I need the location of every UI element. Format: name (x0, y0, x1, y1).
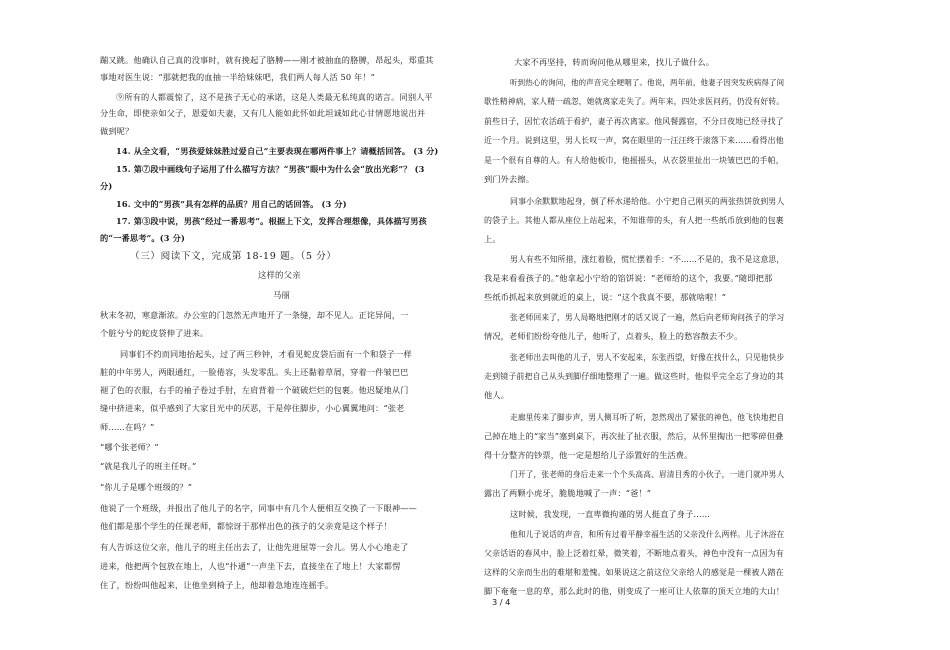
page-number: 3 / 4 (492, 597, 511, 607)
text-line: 己掉在地上的“家当”塞到桌下，再次扯了扯衣服，然后，从怀里掏出一把零碎但叠 (484, 431, 784, 441)
text-line: 大家不再坚持，转而询问他从哪里来，找儿子做什么。 (514, 57, 715, 67)
question-17: 17. 第③段中说，男孩“经过一番思考”。根据上下文，发挥合理想像，具体描写男孩 (116, 216, 427, 226)
text-line: 露出了两颗小虎牙，脆脆地喊了一声：“爸！” (484, 488, 652, 498)
text-line: 住了，纷纷叫他起来，让他坐到椅子上，他却着急地连连摇手。 (100, 580, 334, 590)
question-16: 16. 文中的“男孩”具有怎样的品质？用自己的话回答。 (3 分) (116, 199, 347, 209)
text-line: 他人。 (484, 390, 510, 400)
question-15-score: 分) (100, 181, 113, 191)
question-14: 14. 从全文看，“男孩爱妹妹胜过爱自己”主要表现在哪两件事上？请概括回答。 (3 分) (116, 146, 439, 156)
text-line: 近一个月。说到这里，男人长叹一声，窝在眼里的一汪汪终于滚落下来……看得出他 (484, 136, 784, 145)
article-title: 这样的父亲 (258, 270, 301, 280)
question-15: 15. 第⑦段中画线句子运用了什么描写方法？“男孩”眼中为什么会“放出光彩”？ (3 (116, 164, 425, 174)
text-line: 走廊里传来了脚步声，男人侧耳听了听，忽然现出了紧张的神色，他飞快地把自 (510, 413, 785, 422)
text-line: 男人有些不知所措，涨红着脸，慌忙摆着手：“不……不是的，我不是这意思， (510, 255, 785, 264)
text-line: 进来，他把两个包放在地上，人也“扑通”一声坐下去，直接坐在了地上！大家都愣 (100, 561, 401, 571)
text-line: 褪了色的衣服，右手的袖子卷过手肘，左肩背着一个破破烂烂的包裹。他迟疑地从门 (100, 385, 409, 395)
text-line: 门开了，张老师的身后走来一个个头高高、眉清目秀的小伙子，一进门就冲男人 (510, 470, 785, 479)
text-line: 他和儿子说话的声音，和所有过着平静幸福生活的父亲没什么两样。儿子沐浴在 (510, 530, 785, 539)
text-line: 事地对医生说：“那就把我的血抽一半给妹妹吧，我们两人每人活 50 年！” (100, 72, 376, 82)
text-line: 缝中挤进来，似乎感到了大家目光中的厌恶，于是停住脚步，小心翼翼地问：“张老 (100, 403, 405, 413)
text-line: 得十分整齐的钞票，他一定是想给儿子添置好的生活费。 (484, 450, 693, 460)
text-line: 走到镜子前把自己从头到脚仔细地整理了一遍。做这些时，他似乎完全忘了身边的其 (484, 372, 784, 381)
text-line: 脏的中年男人，两眼通红，一脸倦容，头发零乱。头上还黏着草屑，穿着一件皱巴巴 (100, 367, 409, 377)
text-line: 他说了一个班级，并报出了他儿子的名字，同事中有几个人便相互交换了一下眼神—— (100, 503, 417, 513)
text-line: 张老师回来了，男人局略地把刚才的话又说了一遍，然后向老师询问孩子的学习 (510, 313, 785, 322)
text-line: 前些日子，因忙农活疏于看护，妻子再次离家。他风餐露宿，不分日夜地已经寻找了 (484, 117, 784, 126)
text-line: 分生命，即使亲如父子，恩爱如夫妻，又有几人能如此怀如此坦诚如此心甘情愿地说出并 (100, 108, 426, 118)
text-line: 些纸币抓起来放到就近的桌上，说：“这个我真不要，那就啥啦！” (484, 292, 727, 302)
text-line: 是一个很有自尊的人。有人给他板巾，他摇摇头，从衣袋里扯出一块皱巴巴的手帕， (484, 156, 784, 165)
text-line: 我是来看看孩子的。”他拿起小宁给的馅饼说：“老师给的这个，我要。”随即把那 (484, 273, 773, 283)
text-line: 到门外去擦。 (484, 174, 535, 184)
dialogue-line: “就是我儿子的班主任呀。” (100, 461, 197, 471)
article-author: 马丽 (273, 290, 291, 300)
dialogue-line: “你儿子是哪个班级的？” (100, 482, 193, 492)
text-line: 情况，老师们纷纷夸他儿子，他听了，点着头，脸上的愁容散去不少。 (484, 331, 743, 341)
dialogue-line: “哪个张老师？” (100, 442, 159, 452)
text-line: 蹦又跳。他确认自己真的没事时，就有挽起了胳膊——刚才被抽血的胳膊，昂起头，郑重其 (100, 55, 434, 65)
text-line: 歇性精神病，家人精一疏忽，她就离家走失了。两年来，四处求医问药，仍没有好转。 (484, 97, 785, 106)
text-line: 同事们不约而同地抬起头，过了两三秒钟，才看见蛇皮袋后面有一个和袋子一样 (120, 349, 412, 359)
text-line: 张老师出去叫他的儿子，男人不安起来，东张西望，好像在找什么，只见他快步 (510, 353, 785, 362)
question-17-cont: 的“一番思考”。(3 分) (100, 233, 185, 243)
text-line: 有人告诉这位父亲，他儿子的班主任出去了，让他先进屋等一会儿。男人小心地走了 (100, 542, 409, 552)
section-heading: （三）阅读下文，完成第 18-19 题。（5 分） (130, 251, 337, 262)
text-line: 这样的父亲而生出的难堪和羞愧。如果说这之前这位父亲给人的感觉是一棵被人踏在 (484, 568, 784, 577)
text-line: 听到热心的询问，他的声音完全哽咽了。他说，两年前，他妻子因突发疾病得了间 (510, 78, 785, 87)
text-line: 父亲话语的春风中，脸上泛着红晕，微笑着，不断地点着头，神色中没有一点因为有 (484, 549, 784, 558)
text-line: 做到呢？ (100, 126, 134, 136)
text-line: 秋末冬初，寒意渐浓。办公室的门忽然无声地开了一条缝，却不见人。正诧异间，一 (100, 310, 409, 320)
text-line: 他们都是那个学生的任课老师，都惊讶于那样出色的孩子的父亲竟是这个样子！ (100, 521, 392, 531)
text-line: 的袋子上。其他人都从座位上站起来，不知谁带的头，有人把一些纸币放到他的包裹 (484, 216, 784, 225)
text-line: 个脏兮兮的蛇皮袋伸了进来。 (100, 328, 209, 338)
text-line: 师……在吗？” (100, 422, 155, 432)
text-line: 同事小余默默地起身，倒了杯水递给他。小宁把自己刚买的两张热饼放到男人 (510, 197, 785, 206)
text-line: 这时候，我发现，一直卑微拘谨的男人挺直了身子…… (510, 509, 711, 519)
text-line: 脚下奄奄一息的草，那么此时的他，则变成了一座可让人依靠的顶天立地的大山！ (484, 586, 785, 596)
text-line: ⑨所有的人都震惊了，这不是孩子无心的承诺，这是人类最无私纯真的诺言。同别人平 (116, 92, 433, 102)
text-line: 上。 (484, 234, 501, 244)
